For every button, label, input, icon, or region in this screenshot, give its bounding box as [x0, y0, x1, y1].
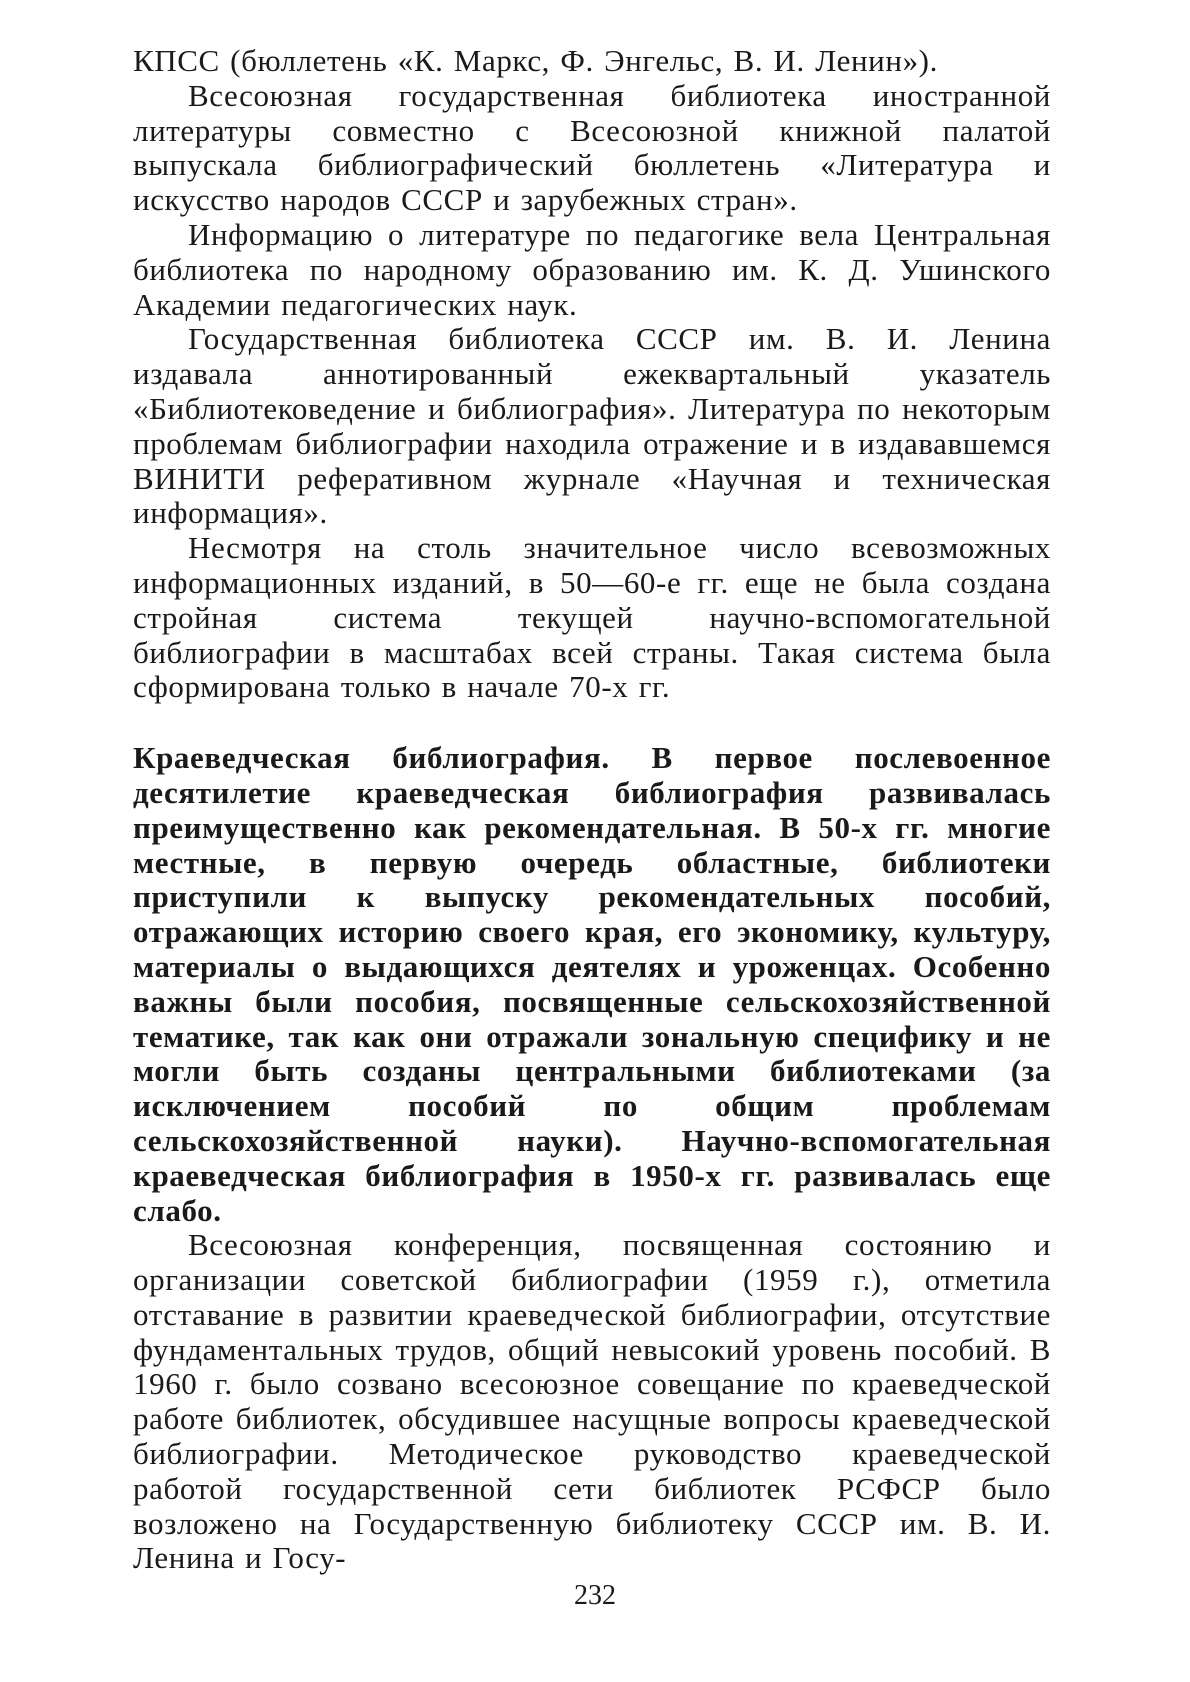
paragraph: КПСС (бюллетень «К. Маркс, Ф. Энгельс, В. И. Ленин»).: [133, 43, 938, 78]
paragraph: Несмотря на столь значительное число всевозможных информационных изданий, в 50—60-е гг. еще не была создана стройная система текущей научно-вспомогательной библиографии в масштабах всей страны. Такая система была сформирована только в начале 70-х гг.: [133, 530, 1051, 705]
section-gap: [133, 705, 1051, 741]
page-body: [133, 44, 1051, 1576]
section-lead-text: В первое послевоенное десятилетие краеведческая библиография развивалась преимущественно как рекомендательная. В 50-х гг. многие местные, в первую очередь областные, библиотеки приступили к выпуску рекомендательных пособий, отражающих историю своего края, его экономику, культуру, материалы о выдающихся деятелях и уроженцах. Особенно важны были пособия, посвященные сельскохозяйственной тематике, так как они отражали зональную специфику и не могли быть созданы центральными библиотеками (за исключением пособий по общим проблемам сельскохозяйственной науки). Научно-вспомогательная краеведческая библиография в 1950-х гг. развивалась еще слабо.: [133, 740, 1051, 1228]
page-number: 232: [574, 1580, 616, 1611]
paragraph: Государственная библиотека СССР им. В. И. Ленина издавала аннотированный ежеквартальный указатель «Библиотековедение и библиография». Литература по некоторым проблемам библиографии находила отражение и в издававшемся ВИНИТИ реферативном журнале «Научная и техническая информация».: [133, 321, 1051, 531]
section-paragraph: [133, 741, 1051, 1228]
paragraph: Информацию о литературе по педагогике вела Центральная библиотека по народному образованию им. К. Д. Ушинского Академии педагогических наук.: [133, 216, 1051, 322]
paragraph: Всесоюзная конференция, посвященная состоянию и организации советской библиографии (1959 г.), отметила отставание в развитии краеведческой библиографии, отсутствие фундаментальных трудов, общий невысокий уровень пособий. В 1960 г. было созвано всесоюзное совещание по краеведческой работе библиотек, обсудившее насущные вопросы краеведческой библиографии. Методическое руководство краеведческой работой государственной сети библиотек РСФСР было возложено на Государственную библиотеку СССР им. В. И. Ленина и Госу-: [133, 1227, 1051, 1576]
section-heading: Краеведческая библиография.: [133, 740, 610, 776]
paragraph: Всесоюзная государственная библиотека иностранной литературы совместно с Всесоюзной книжной палатой выпускала библиографический бюллетень «Литература и искусство народов СССР и зарубежных стран».: [133, 77, 1051, 218]
